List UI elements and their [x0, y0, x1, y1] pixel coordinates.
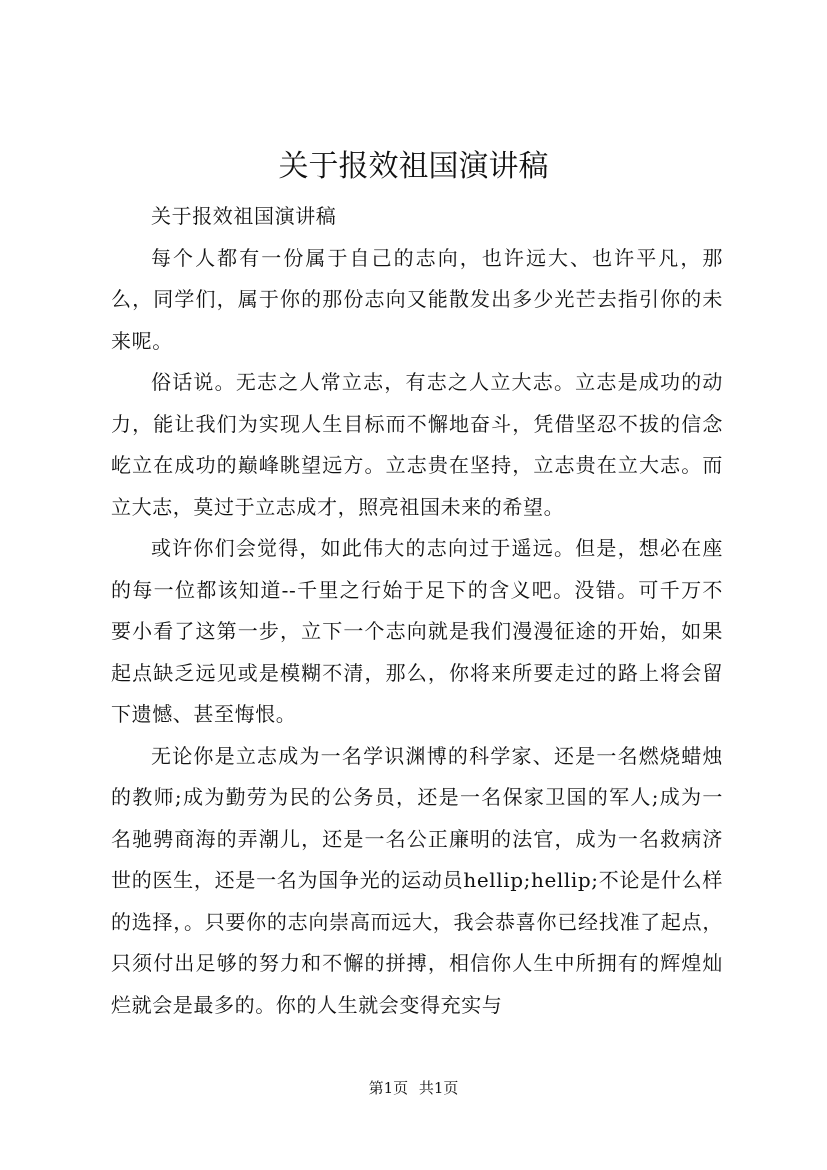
document-body — [111, 196, 723, 1026]
paragraph-3: 或许你们会觉得，如此伟大的志向过于遥远。但是，想必在座的每一位都该知道--千里之行始于足下的含义吧。没错。可千万不要小看了这第一步，立下一个志向就是我们漫漫征途的开始，如果起点缺乏远见或是模糊不清，那么，你将来所要走过的路上将会留下遗憾、甚至悔恨。 — [111, 536, 723, 726]
document-title: 关于报效祖国演讲稿 — [278, 149, 549, 184]
paragraph-1: 每个人都有一份属于自己的志向，也许远大、也许平凡，那么，同学们，属于你的那份志向又能散发出多少光芒去指引你的未来呢。 — [111, 245, 723, 353]
paragraph-4: 无论你是立志成为一名学识渊博的科学家、还是一名燃烧蜡烛的教师;成为勤劳为民的公务员，还是一名保家卫国的军人;成为一名驰骋商海的弄潮儿，还是一名公正廉明的法官，成为一名救病济世的医生，还是一名为国争光的运动员hellip;hellip;不论是什么样的选择，。只要你的志向崇高而远大，我会恭喜你已经找准了起点，只须付出足够的努力和不懈的拼搏，相信你人生中所拥有的辉煌灿烂就会是最多的。你的人生就会变得充实与 — [111, 743, 723, 1017]
page-number: 第1页 — [368, 1079, 409, 1097]
page-footer — [0, 1078, 827, 1098]
page-total: 共1页 — [418, 1079, 459, 1097]
paragraph-2: 俗话说。无志之人常立志，有志之人立大志。立志是成功的动力，能让我们为实现人生目标而不懈地奋斗，凭借坚忍不拔的信念屹立在成功的巅峰眺望远方。立志贵在坚持，立志贵在立大志。而立大志，莫过于立志成才，照亮祖国未来的希望。 — [111, 370, 723, 519]
document-subheading: 关于报效祖国演讲稿 — [151, 204, 337, 228]
